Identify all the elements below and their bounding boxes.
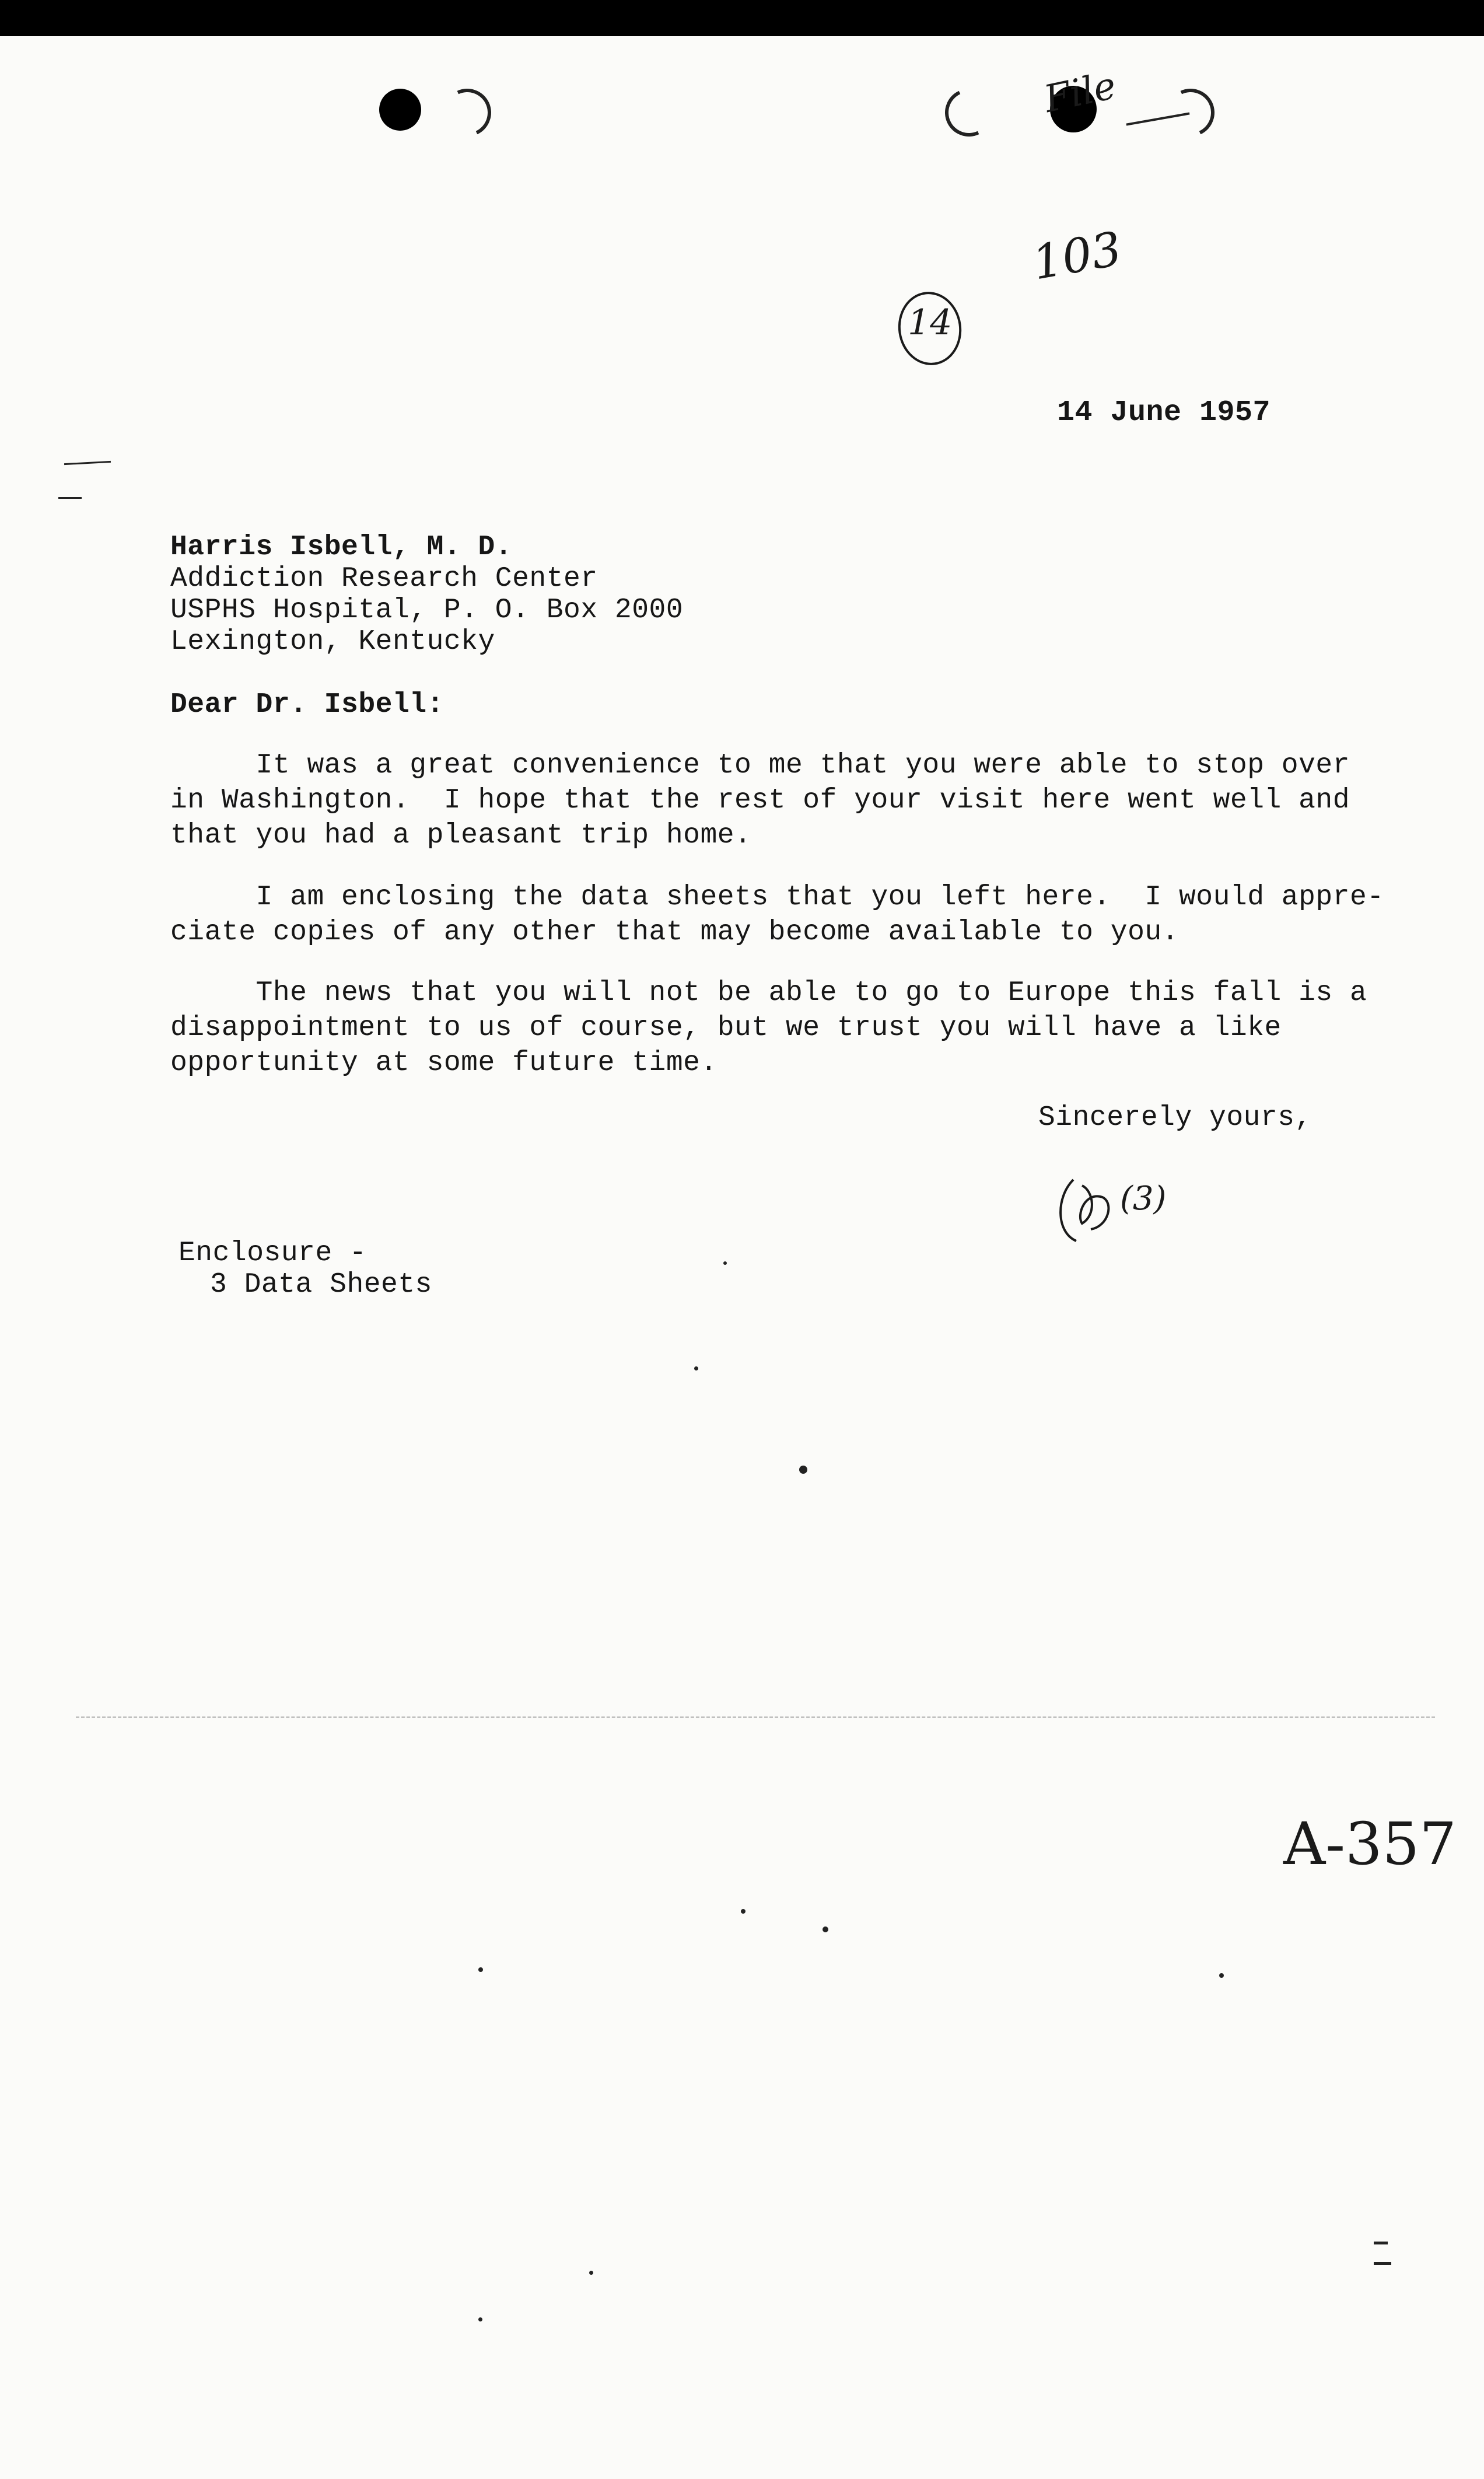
scan-speck: [694, 1366, 698, 1370]
body-paragraph-1-line-2: in Washington. I hope that the rest of your visit here went well and: [170, 785, 1350, 816]
scan-speck: [478, 2317, 482, 2321]
scan-mark-right: [1374, 2242, 1388, 2244]
body-paragraph-3-line-3: opportunity at some future time.: [170, 1047, 718, 1079]
letter-page: [0, 36, 1484, 2479]
enclosure-item: 3 Data Sheets: [210, 1269, 432, 1300]
scan-mark-right: [1374, 2262, 1391, 2265]
body-paragraph-2-line-2: ciate copies of any other that may become available to you.: [170, 917, 1179, 948]
recipient-city: Lexington, Kentucky: [170, 626, 495, 658]
letter-date: 14 June 1957: [1057, 396, 1271, 429]
margin-mark-1: [64, 461, 111, 465]
margin-mark-2: [58, 497, 82, 499]
body-paragraph-3-line-2: disappointment to us of course, but we trust you will have a like: [170, 1012, 1282, 1044]
archive-code: A-357: [1283, 1810, 1457, 1878]
scan-top-border: [0, 0, 1484, 36]
scan-speck: [589, 2271, 593, 2275]
enclosure-label: Enclosure -: [178, 1237, 367, 1269]
circled-page-number-text: 14: [908, 302, 953, 343]
recipient-street: USPHS Hospital, P. O. Box 2000: [170, 595, 684, 626]
body-paragraph-3-line-1: The news that you will not be able to go to Europe this fall is a: [170, 977, 1367, 1009]
scan-speck: [478, 1967, 483, 1972]
recipient-name: Harris Isbell, M. D.: [170, 532, 513, 563]
body-paragraph-1-line-3: that you had a pleasant trip home.: [170, 820, 752, 851]
scan-speck: [799, 1466, 807, 1474]
scan-speck: [741, 1909, 746, 1914]
closing: Sincerely yours,: [1038, 1102, 1312, 1134]
scan-speck: [1219, 1973, 1224, 1978]
recipient-organization: Addiction Research Center: [170, 563, 598, 595]
file-handwritten-mark: File: [1040, 64, 1120, 122]
punch-hole-left: [379, 89, 421, 131]
body-paragraph-1-line-1: It was a great convenience to me that you were able to stop over: [170, 750, 1350, 781]
punch-hole-right-arc: [1160, 82, 1221, 143]
scan-speck: [723, 1261, 727, 1265]
scan-speck: [822, 1926, 828, 1932]
fold-line: [76, 1716, 1435, 1718]
body-paragraph-2-line-1: I am enclosing the data sheets that you left here. I would appre-: [170, 882, 1384, 913]
page-number-top: 103: [1028, 221, 1126, 291]
initials-text: (3): [1120, 1180, 1167, 1218]
initials-signature: [1050, 1168, 1132, 1256]
salutation: Dear Dr. Isbell:: [170, 689, 444, 721]
punch-hole-right-shadow: [938, 82, 999, 143]
punch-hole-left-shadow: [436, 82, 498, 143]
